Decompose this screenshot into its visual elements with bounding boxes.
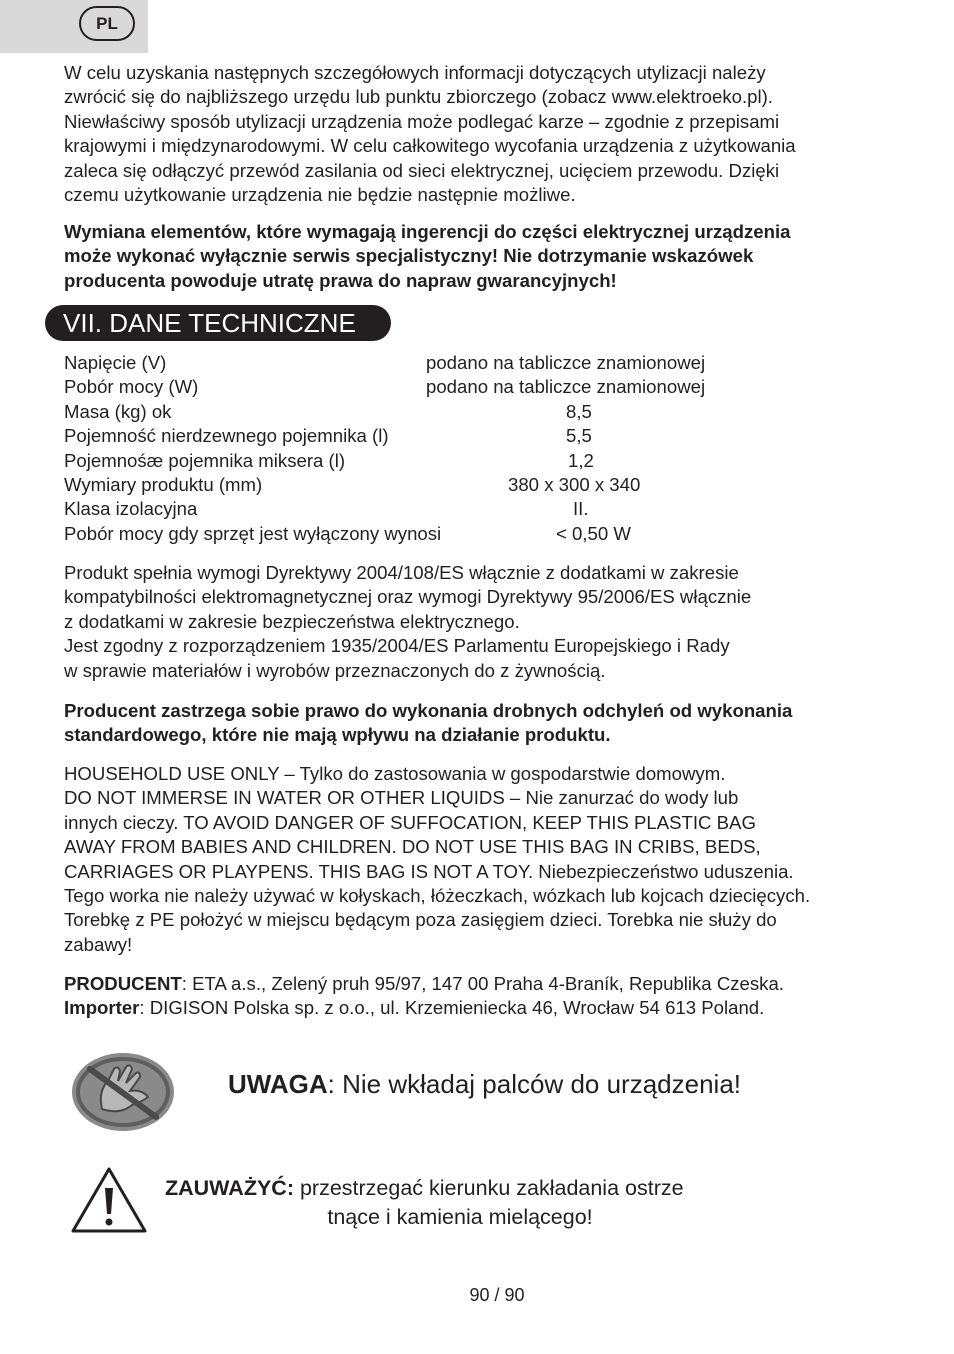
caution-text-line1: przestrzegać kierunku zakładania ostrze	[293, 1176, 684, 1200]
spec-label: Wymiary produktu (mm)	[64, 474, 263, 495]
directives-text: Produkt spełnia wymogi Dyrektywy 2004/108/ES włącznie z dodatkami w zakresie kompatybilności elektromagnetycznej oraz wymogi Dyrektywy 95/2006/ES włącznie z dodatkami w zakresie bezpieczeństwa elektrycznego. Jest zgodny z rozporządzeniem 1935/2004/ES Parlamentu Europejskiego i Rady w sprawie materiałów i wyrobów przeznaczonych do z żywnością.	[64, 562, 752, 681]
no-fingers-icon	[70, 1051, 176, 1133]
service-warning-text: Wymiana elementów, które wymagają ingerencji do części elektrycznej urządzenia może wykonać wyłącznie serwis specjalistyczny! Nie dotrzymanie wskazówek producenta powoduje utratę prawa do napraw gwarancyjnych!	[64, 221, 791, 291]
spec-row	[64, 351, 864, 375]
importer-line	[64, 996, 894, 1020]
spec-label: Pobór mocy (W)	[64, 376, 199, 398]
spec-value: II.	[573, 498, 589, 520]
spec-label: Pobór mocy gdy sprzęt jest wyłączony wynosi	[64, 522, 442, 544]
spec-value: 380 x 300 x 340	[508, 474, 641, 495]
spec-label: Pojemność nierdzewnego pojemnika (l)	[64, 425, 389, 447]
producer-paragraph	[64, 972, 894, 1021]
spec-row	[64, 473, 864, 497]
spec-row	[64, 424, 864, 448]
notice-line	[228, 1066, 741, 1102]
reservation-text: Producent zastrzega sobie prawo do wykonania drobnych odchyleń od wykonania standardowego, które nie mają wpływu na działanie produktu.	[64, 700, 793, 746]
caution-text-line2: tnące i kamienia mielącego!	[327, 1205, 593, 1229]
caution-note	[165, 1174, 735, 1232]
spec-value: podano na tabliczce znamionowej	[426, 376, 706, 398]
language-badge: PL	[79, 6, 135, 41]
producer-line	[64, 972, 894, 996]
section-title-tech-data: VII. DANE TECHNICZNE	[45, 305, 391, 341]
language-tab	[0, 0, 148, 53]
directives-paragraph	[64, 561, 894, 683]
spec-value: 8,5	[566, 400, 592, 422]
spec-row	[64, 497, 864, 521]
importer-label: Importer	[64, 997, 140, 1019]
producer-text: : ETA a.s., Zelený pruh 95/97, 147 00 Praha 4-Braník, Republika Czeska.	[181, 973, 784, 994]
spec-label: Klasa izolacyjna	[64, 498, 198, 520]
producer-label: PRODUCENT	[64, 973, 182, 994]
importer-text: : DIGISON Polska sp. z o.o., ul. Krzemieniecka 46, Wrocław 54 613 Poland.	[139, 997, 765, 1019]
spec-value: 5,5	[566, 425, 592, 447]
spec-label: Napięcie (V)	[64, 352, 167, 373]
spec-row	[64, 449, 864, 473]
notice-text: : Nie wkładaj palców do urządzenia!	[327, 1069, 742, 1099]
disposal-paragraph	[64, 61, 894, 207]
disposal-text: W celu uzyskania następnych szczegółowych informacji dotyczących utylizacji należy zwrócić się do najbliższego urzędu lub punktu zbiorczego (zobacz www.elektroeko.pl). Niewłaściwy sposób utylizacji urządzenia może podlegać karze – zgodnie z przepisami krajowymi i międzynarodowymi. W celu całkowitego wycofania urządzenia z użytkowania zaleca się odłączyć przewód zasilania od sieci elektrycznej, ucięciem przewodu. Dzięki czemu użytkowanie urządzenia nie będzie następnie możliwe.	[64, 62, 796, 206]
spec-row	[64, 522, 864, 546]
service-warning	[64, 220, 894, 293]
spec-label: Pojemnośæ pojemnika miksera (l)	[64, 449, 346, 471]
spec-value: 1,2	[568, 449, 594, 471]
notice-label: UWAGA	[228, 1069, 328, 1099]
reservation-paragraph	[64, 699, 894, 748]
household-paragraph	[64, 762, 894, 957]
spec-label: Masa (kg) ok	[64, 400, 172, 422]
warning-triangle-icon	[70, 1166, 148, 1234]
spec-row	[64, 375, 864, 399]
household-text: HOUSEHOLD USE ONLY – Tylko do zastosowania w gospodarstwie domowym. DO NOT IMMERSE IN WATER OR OTHER LIQUIDS – Nie zanurzać do wody lub innych cieczy. TO AVOID DANGER OF SUFFOCATION, KEEP THIS PLASTIC BAG AWAY FROM BABIES AND CHILDREN. DO NOT USE THIS BAG IN CRIBS, BEDS, CARRIAGES OR PLAYPENS. THIS BAG IS NOT A TOY. Niebezpieczeństwo uduszenia. Tego worka nie należy używać w kołyskach, łóżeczkach, wózkach lub kojcach dziecięcych. Torebkę z PE położyć w miejscu będącym poza zasięgiem dzieci. Torebka nie służy do zabawy!	[64, 763, 811, 955]
page-number: 90 / 90	[469, 1285, 525, 1305]
caution-label: ZAUWAŻYĆ:	[165, 1176, 294, 1200]
spec-value: podano na tabliczce znamionowej	[426, 352, 706, 373]
spec-value: < 0,50 W	[556, 522, 631, 544]
spec-row	[64, 400, 864, 424]
